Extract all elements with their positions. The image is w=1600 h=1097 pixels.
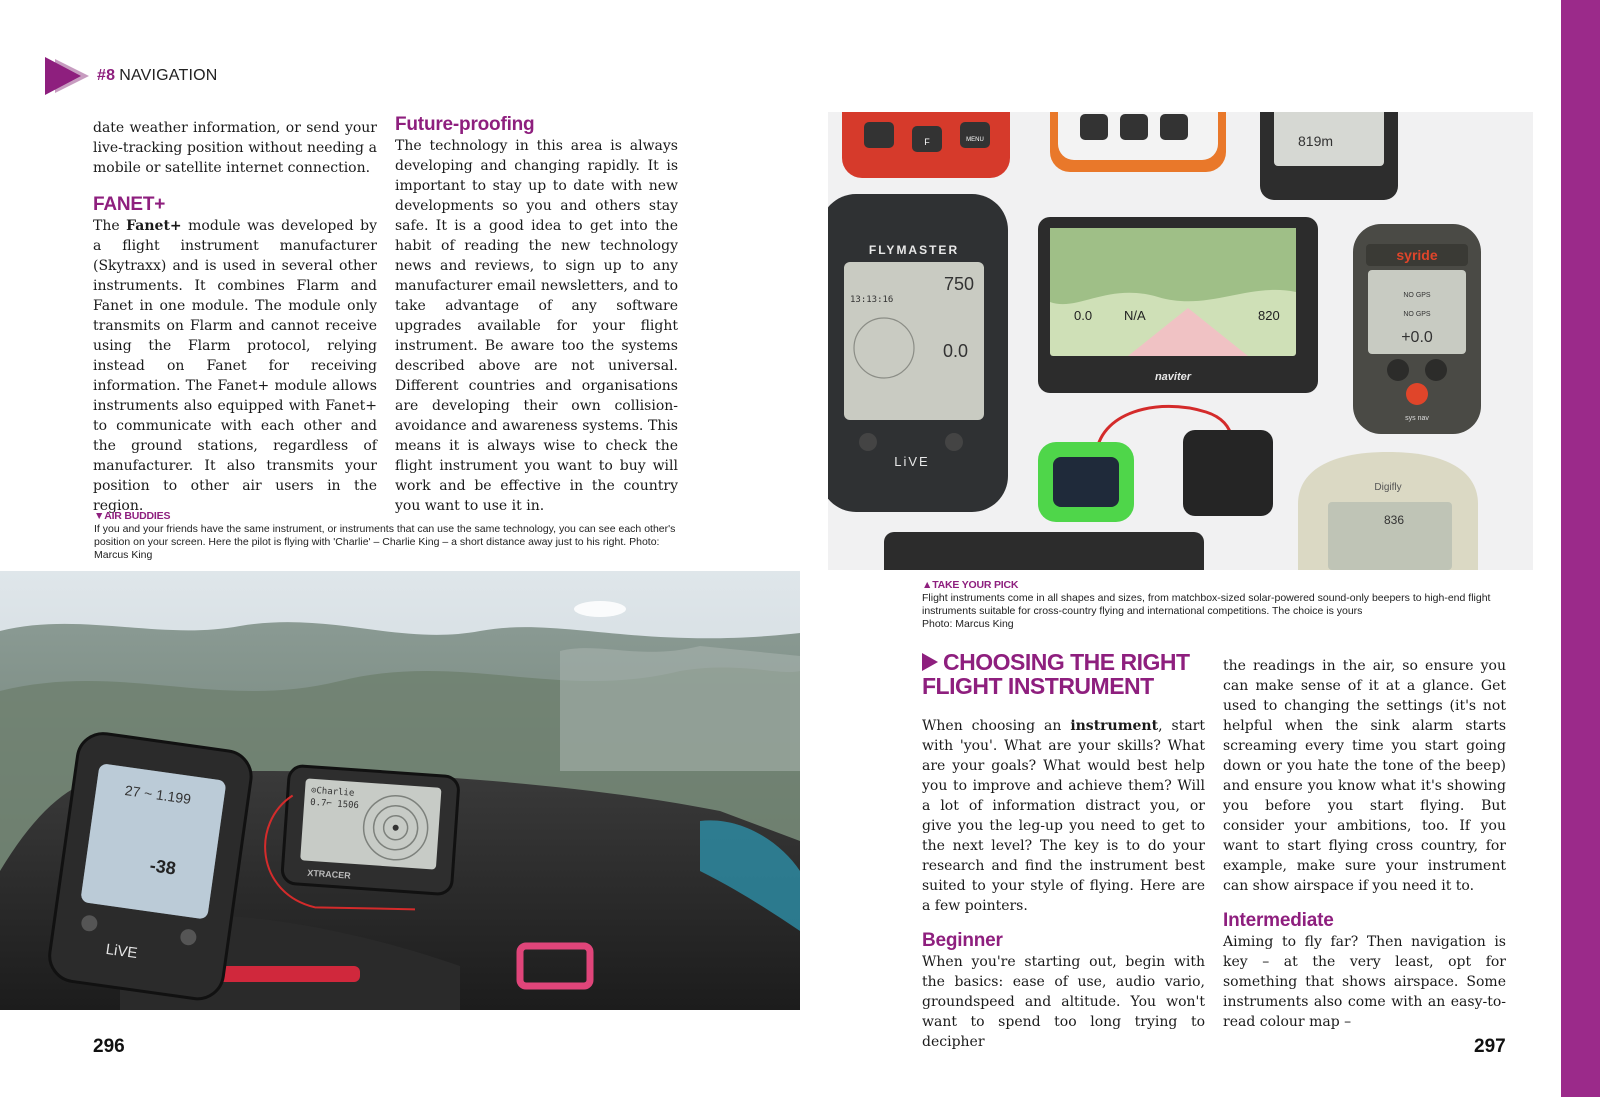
caption-text: Flight instruments come in all shapes and sizes, from matchbox-sized solar-powered sound-only beepers to high-end flight instruments suitable for cross-country flying and international competitions. The choice is yours <box>922 592 1491 617</box>
flymaster-live: LiVE <box>894 454 930 469</box>
section-heading <box>922 650 1222 698</box>
intermediate-heading: Intermediate <box>1223 910 1334 931</box>
digifly-brand: Digifly <box>1374 482 1402 493</box>
syride-brand: syride <box>1396 247 1438 263</box>
page-edge-bar <box>1561 0 1600 1097</box>
future-proofing-heading: Future-proofing <box>395 114 535 135</box>
fanet-paragraph <box>93 216 377 516</box>
text-column-d <box>1223 656 1506 1032</box>
text-column-a <box>93 118 377 516</box>
caption-credit: Photo: Marcus King <box>922 618 1014 630</box>
instruments-illustration <box>828 112 1533 570</box>
syride-vario: +0.0 <box>1401 329 1433 346</box>
intermediate-paragraph: Aiming to fly far? Then navigation is key – at the very least, opt for something that shows airspace. Some instruments also come with an easy-to-read colour map – <box>1223 934 1506 1030</box>
section-heading-line-2: FLIGHT INSTRUMENT <box>922 673 1154 699</box>
future-proofing-paragraph: The technology in this area is always developing and changing rapidly. It is important to stay up to date with new developments so you and others stay safe. It is a good idea to get into the habit of reading the new technology news and reviews, to sign up to any manufacturer email newsletters, and to take advantage of any software upgrades available for your flight instrument. Be aware too the systems described above are not universal. Different countries and organisations are developing their own collision-avoidance and awareness systems. This means it is always wise to check the flight instrument you want to buy will work and be effective in the country you want to use it in. <box>395 138 678 514</box>
top-device-menu-key: MENU <box>966 137 984 143</box>
top-device-f-key: F <box>924 137 930 147</box>
caption-take-your-pick <box>922 579 1510 631</box>
fanet-text-rest: module was developed by a flight instrument manufacturer (Skytraxx) and is used in several other instruments. It combines Flarm and Fanet in one module. The module only transmits on Flarm and cannot receive using the Flarm protocol, relying instead on Fanet for receiving information. The Fanet+ module allows instruments also equipped with Fanet+ to communicate with each other and the ground stations, regardless of manufacturer. It also transmits your position to other air users in the region. <box>93 218 377 514</box>
chapter-arrow-icon <box>45 57 91 95</box>
chapter-header <box>45 56 218 96</box>
beginner-paragraph: When you're starting out, begin with the basics: ease of use, audio vario, groundspeed and altitude. You won't want to spend too long trying to decipher <box>922 954 1205 1050</box>
fanet-text-start: The <box>93 218 127 234</box>
fanet-bold-term: Fanet+ <box>126 218 182 234</box>
choosing-bold-term: instrument <box>1070 718 1159 734</box>
small-device-alt: 819m <box>1298 133 1334 149</box>
choosing-text-start: When choosing an <box>922 718 1071 734</box>
syride-line-2: NO GPS <box>1403 311 1431 318</box>
flymaster-vario: 0.0 <box>942 341 968 361</box>
tracker-line-2: 0.7⌐ 1506 <box>309 797 360 812</box>
fanet-heading: FANET+ <box>93 194 166 215</box>
syride-line-1: NO GPS <box>1403 292 1431 299</box>
chapter-title: NAVIGATION <box>119 67 218 84</box>
naviter-groundspeed: 0.0 <box>1074 308 1093 323</box>
flymaster-brand: FLYMASTER <box>868 243 960 257</box>
tracker-brand: XTRACER <box>306 867 352 881</box>
caption-air-buddies <box>94 510 678 562</box>
caption-text: If you and your friends have the same instrument, or instruments that can use the same technology, you can see each other's position on your screen. Here the pilot is flying with 'Charlie' – Charlie King – a short distance away just to his right. Photo: Marcus King <box>94 523 676 561</box>
beginner-heading: Beginner <box>922 930 1003 951</box>
chapter-label <box>97 67 218 85</box>
choosing-paragraph <box>922 716 1205 916</box>
caption-title: ▼AIR BUDDIES <box>94 510 171 522</box>
section-heading-line-1: CHOOSING THE RIGHT <box>943 649 1190 675</box>
digifly-value: 836 <box>1383 513 1405 527</box>
page-number-left: 296 <box>93 1036 125 1057</box>
text-column-b <box>395 114 678 516</box>
photo-instrument-collection <box>828 112 1533 570</box>
heading-triangle-icon <box>922 653 938 671</box>
naviter-to: N/A <box>1124 308 1146 323</box>
live-device-brand: LiVE <box>104 940 139 963</box>
live-device-vario: -38 <box>148 855 178 879</box>
flymaster-time: 13:13:16 <box>850 295 894 305</box>
naviter-brand: naviter <box>1154 371 1192 383</box>
naviter-alt: 820 <box>1258 308 1280 323</box>
syride-footer: sys nav <box>1405 415 1429 422</box>
page-number-right: 297 <box>1474 1036 1506 1057</box>
flymaster-alt: 750 <box>943 274 974 294</box>
choosing-text-rest: , start with 'you'. What are your skills? What are your goals? What would best help you to improve and achieve them? Will a lot of information distract you, or give you the leg-up you need to get to the next level? The key is to do your research and find the instrument best suited to your style of flying. Here are a few pointers. <box>922 718 1205 914</box>
live-device-top-text: 27 ~ 1.199 <box>123 782 193 808</box>
caption-title: ▲TAKE YOUR PICK <box>922 579 1019 591</box>
cockpit-illustration <box>0 571 800 1010</box>
chapter-number: #8 <box>97 67 116 84</box>
photo-cockpit-view <box>0 571 800 1010</box>
text-column-c <box>922 716 1205 1052</box>
intro-paragraph: date weather information, or send your live-tracking position without needing a mobile or satellite internet connection. <box>93 120 377 176</box>
readings-paragraph: the readings in the air, so ensure you can make sense of it at a glance. Get used to changing the settings (it's not helpful when the sink alarm starts screaming every time you start going down or you hate the tone of the beep) and ensure you know what it's showing you before you start flying. But consider your ambitions, too. If you want to start flying cross country, for example, make sure your instrument can show airspace if you need it to. <box>1223 658 1506 894</box>
tracker-line-1: ⊙Charlie <box>310 785 355 799</box>
